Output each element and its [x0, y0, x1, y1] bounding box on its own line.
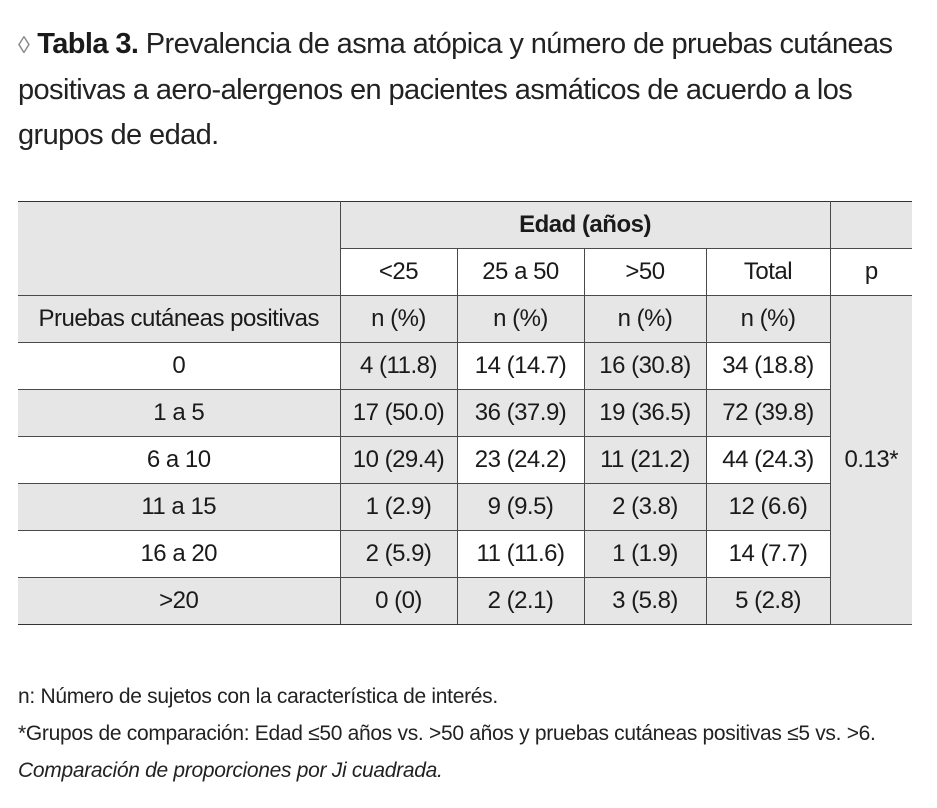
prevalence-table — [18, 201, 912, 625]
table-cell: 3 (5.8) — [584, 578, 706, 625]
table-cell: 1 (2.9) — [340, 484, 457, 531]
p-value-cell: 0.13* — [830, 296, 912, 625]
row-label: 0 — [18, 343, 340, 390]
header-blank-cell — [18, 202, 340, 296]
table-cell: 11 (11.6) — [457, 531, 584, 578]
table-cell: 11 (21.2) — [584, 437, 706, 484]
table-cell: 9 (9.5) — [457, 484, 584, 531]
table-cell: 1 (1.9) — [584, 531, 706, 578]
table-cell: 36 (37.9) — [457, 390, 584, 437]
table-cell: 12 (6.6) — [706, 484, 830, 531]
table-cell: 2 (3.8) — [584, 484, 706, 531]
table-cell: 0 (0) — [340, 578, 457, 625]
footnote-n: n: Número de sujetos con la característica de interés. — [18, 685, 498, 708]
table-cell: 44 (24.3) — [706, 437, 830, 484]
p-header: p — [830, 249, 912, 296]
unit-label: n (%) — [457, 296, 584, 343]
age-col-header: Total — [706, 249, 830, 296]
caption-label: Tabla 3. — [37, 28, 139, 60]
diamond-icon: ◊ — [18, 32, 30, 59]
unit-label: n (%) — [706, 296, 830, 343]
table-cell: 10 (29.4) — [340, 437, 457, 484]
table-cell: 14 (7.7) — [706, 531, 830, 578]
table-cell: 19 (36.5) — [584, 390, 706, 437]
table-cell: 16 (30.8) — [584, 343, 706, 390]
table-cell: 72 (39.8) — [706, 390, 830, 437]
age-col-header: <25 — [340, 249, 457, 296]
age-col-header: >50 — [584, 249, 706, 296]
row-label: 6 a 10 — [18, 437, 340, 484]
table-cell: 17 (50.0) — [340, 390, 457, 437]
table-cell: 2 (5.9) — [340, 531, 457, 578]
header-blank-right — [830, 202, 912, 249]
footnote-groups: *Grupos de comparación: Edad ≤50 años vs. >50 años y pruebas cutáneas positivas ≤5 vs. >6. — [18, 722, 876, 745]
table-cell: 23 (24.2) — [457, 437, 584, 484]
age-col-header: 25 a 50 — [457, 249, 584, 296]
table-cell: 34 (18.8) — [706, 343, 830, 390]
age-group-header: Edad (años) — [340, 202, 830, 249]
table-cell: 4 (11.8) — [340, 343, 457, 390]
table-footnotes — [18, 678, 918, 789]
table-caption — [18, 22, 918, 158]
row-label: 16 a 20 — [18, 531, 340, 578]
table-cell: 14 (14.7) — [457, 343, 584, 390]
row-label: 11 a 15 — [18, 484, 340, 531]
footnote-method: Comparación de proporciones por Ji cuadrada. — [18, 759, 443, 782]
caption-text: Prevalencia de asma atópica y número de pruebas cutáneas positivas a aero-alergenos en pacientes asmáticos de acuerdo a los grupos de edad. — [18, 28, 893, 151]
row-label: 1 a 5 — [18, 390, 340, 437]
table-cell: 5 (2.8) — [706, 578, 830, 625]
table-cell: 2 (2.1) — [457, 578, 584, 625]
row-label: >20 — [18, 578, 340, 625]
row-header-label: Pruebas cutáneas positivas — [18, 296, 340, 343]
unit-label: n (%) — [340, 296, 457, 343]
unit-label: n (%) — [584, 296, 706, 343]
